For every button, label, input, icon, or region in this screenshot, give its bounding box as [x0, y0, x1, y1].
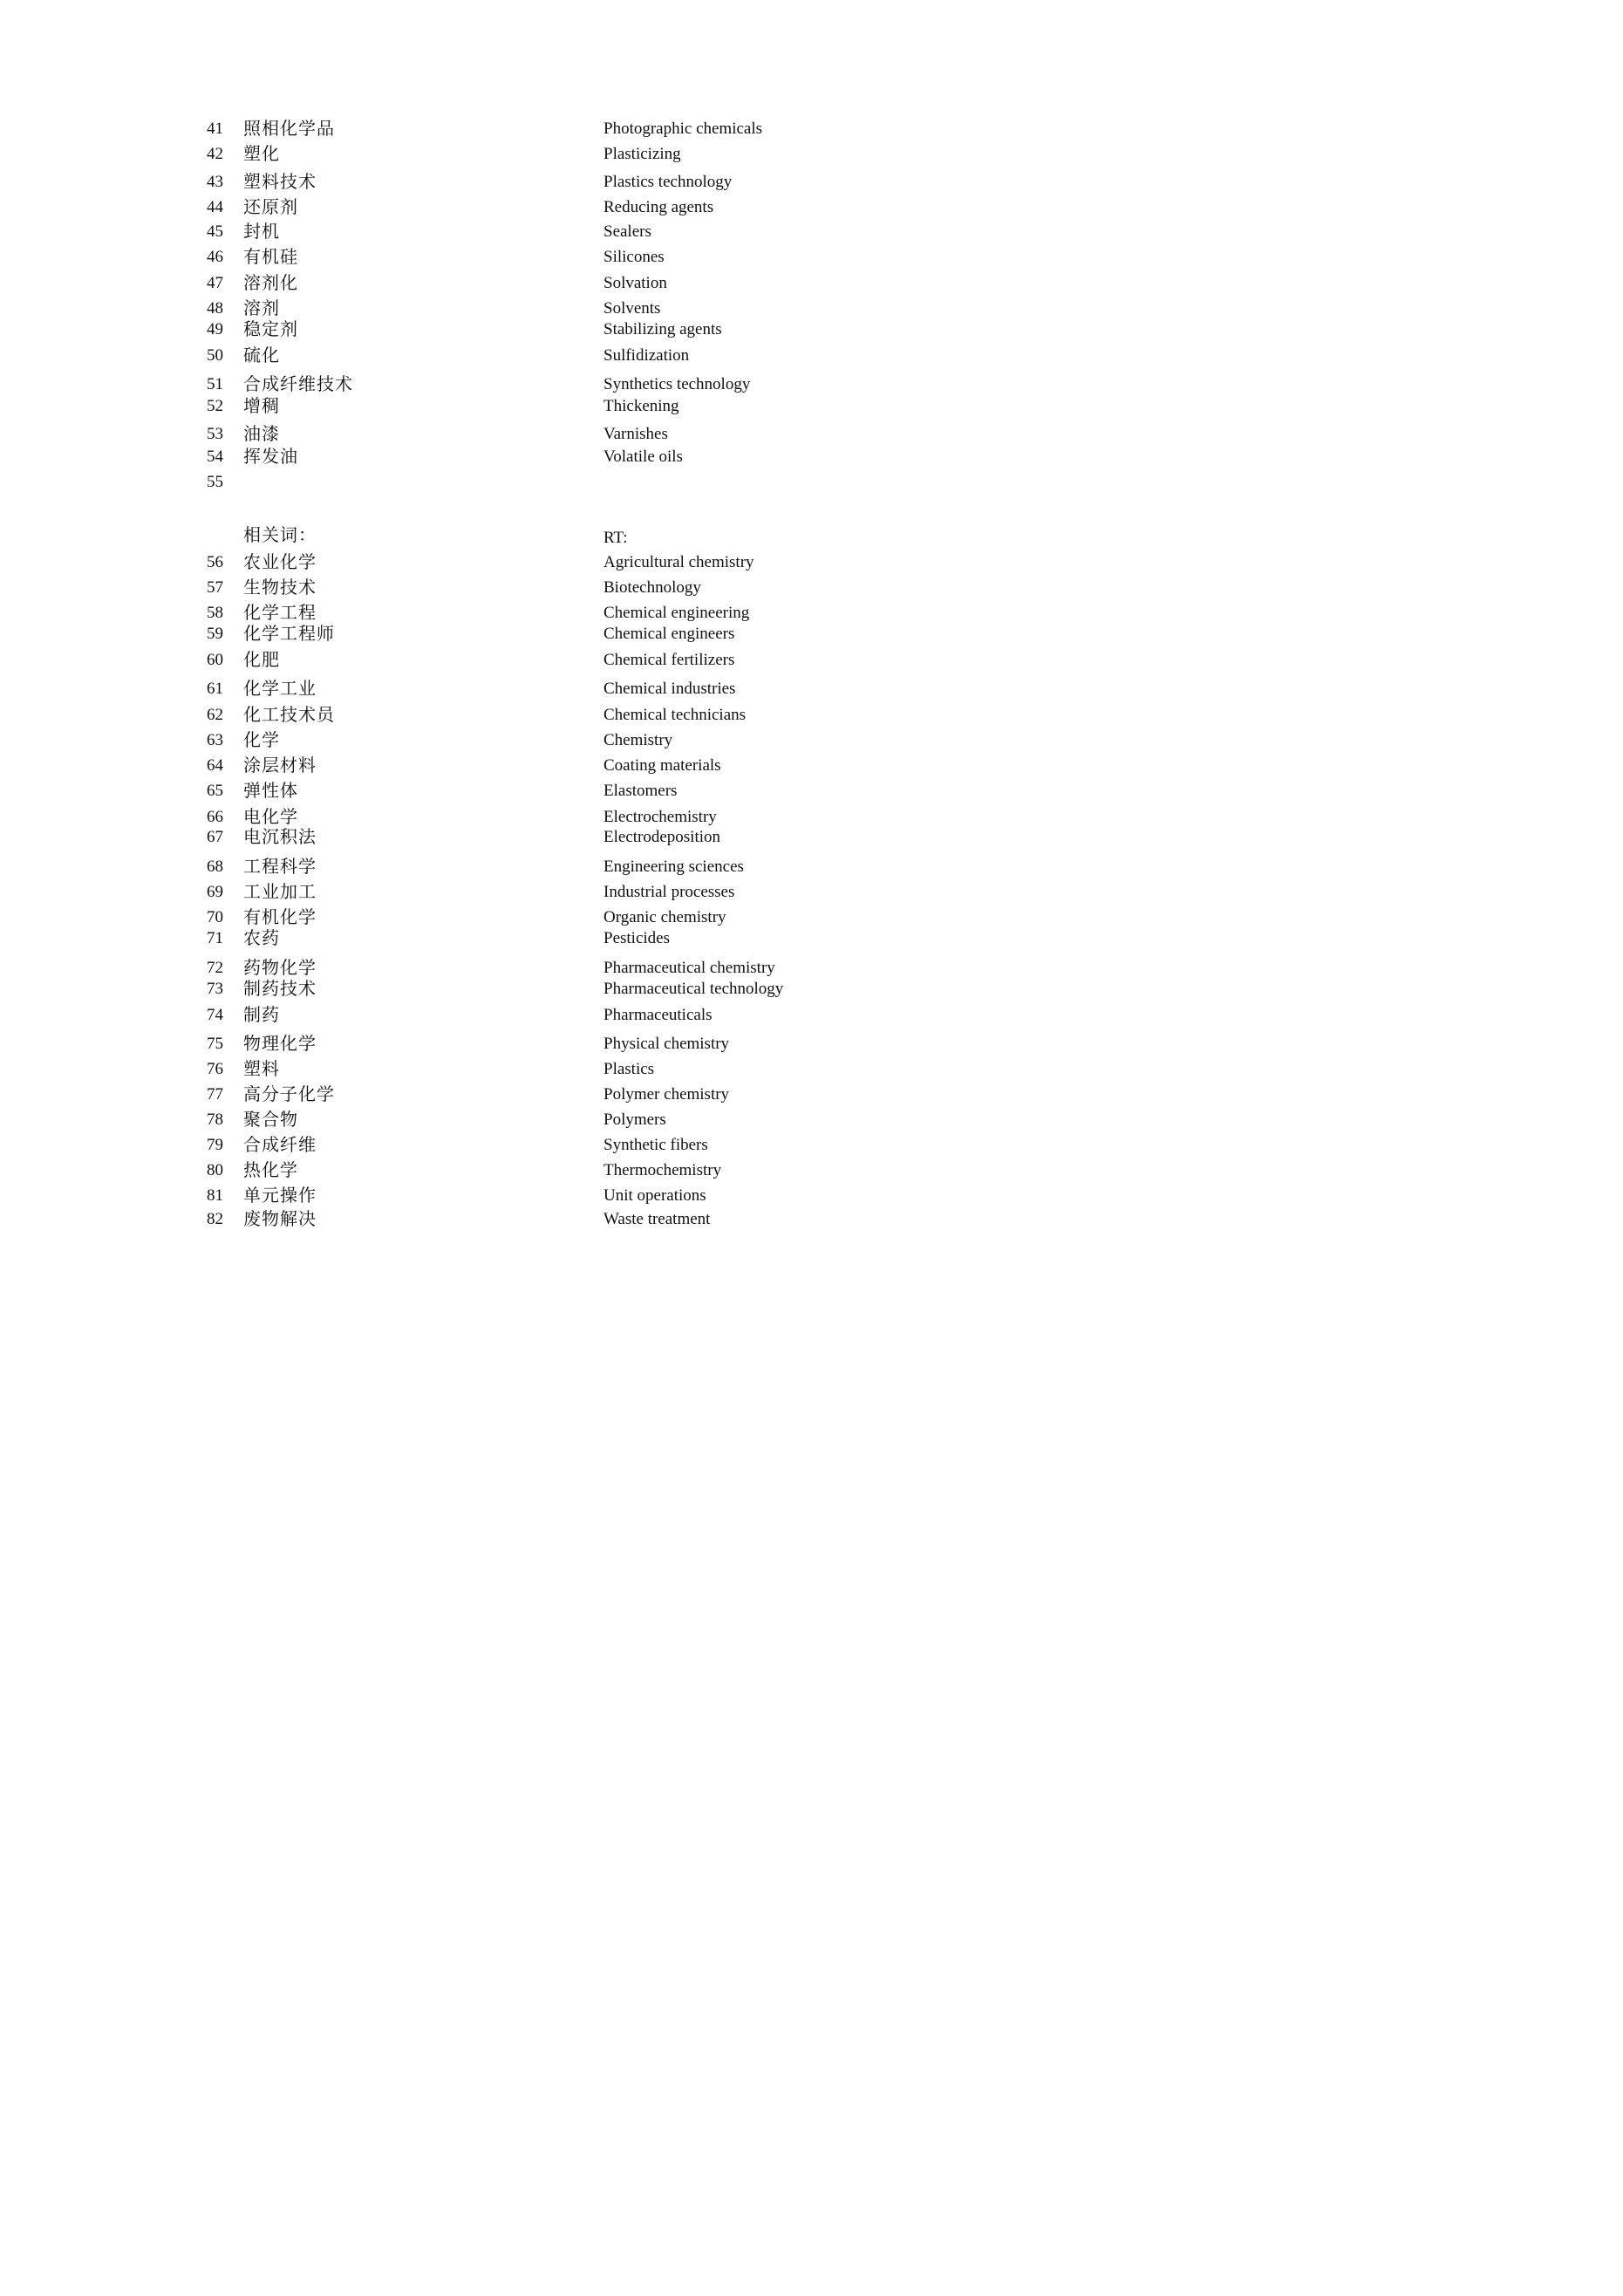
- term-chinese: 废物解决: [243, 1208, 317, 1229]
- term-number: 82: [207, 1210, 223, 1228]
- term-number: 54: [207, 448, 223, 466]
- term-english: Plastics technology: [604, 173, 733, 191]
- term-chinese: 农业化学: [243, 551, 317, 572]
- term-english: Sulfidization: [604, 346, 690, 365]
- term-row: [0, 1005, 965, 1031]
- term-number: 60: [207, 651, 223, 669]
- term-english: Pharmaceutical chemistry: [604, 959, 775, 977]
- term-english: Silicones: [604, 248, 665, 266]
- term-chinese: 溶剂化: [243, 272, 298, 293]
- term-row: [0, 119, 965, 145]
- term-number: 75: [207, 1035, 223, 1053]
- term-number: 45: [207, 222, 223, 241]
- term-number: 71: [207, 929, 223, 947]
- term-number: 48: [207, 299, 223, 318]
- term-english: Chemical engineering: [604, 604, 750, 622]
- term-chinese: 化工技术员: [243, 704, 335, 725]
- term-number: 41: [207, 120, 223, 138]
- term-row: [0, 1084, 965, 1110]
- term-row: [0, 1160, 965, 1186]
- term-number: 63: [207, 731, 223, 749]
- term-row: [0, 144, 965, 170]
- term-number: 47: [207, 274, 223, 292]
- term-chinese: 制药技术: [243, 978, 317, 999]
- term-chinese: 合成纤维: [243, 1134, 317, 1155]
- term-number: 67: [207, 828, 223, 846]
- term-chinese: 油漆: [243, 423, 280, 444]
- term-chinese: 有机化学: [243, 906, 317, 927]
- term-english: Engineering sciences: [604, 858, 744, 876]
- term-number: 70: [207, 908, 223, 926]
- term-number: 42: [207, 145, 223, 163]
- term-english: Chemical fertilizers: [604, 651, 735, 669]
- term-english: Stabilizing agents: [604, 320, 722, 338]
- term-row: [0, 396, 965, 422]
- term-number: 52: [207, 397, 223, 415]
- term-chinese: 塑料技术: [243, 171, 317, 192]
- term-row: [0, 979, 965, 1005]
- term-row: [0, 1059, 965, 1085]
- term-row: [0, 1209, 965, 1235]
- term-english: Thermochemistry: [604, 1161, 722, 1179]
- term-number: 68: [207, 858, 223, 876]
- term-chinese: 合成纤维技术: [243, 373, 353, 394]
- term-number: 59: [207, 625, 223, 643]
- term-chinese: 溶剂: [243, 297, 280, 318]
- term-english: Plasticizing: [604, 145, 681, 163]
- term-chinese: 电化学: [243, 806, 298, 827]
- term-english: Chemistry: [604, 731, 673, 749]
- term-number: 44: [207, 198, 223, 216]
- term-chinese: 挥发油: [243, 446, 298, 467]
- term-number: 69: [207, 883, 223, 901]
- term-number: 66: [207, 808, 223, 826]
- term-number: 53: [207, 425, 223, 443]
- term-chinese: 稳定剂: [243, 318, 298, 339]
- term-english: Electrodeposition: [604, 828, 721, 846]
- term-english: Electrochemistry: [604, 808, 717, 826]
- term-number: 65: [207, 782, 223, 800]
- term-english: Pharmaceutical technology: [604, 980, 784, 998]
- term-row: [0, 247, 965, 273]
- term-chinese: 有机硅: [243, 246, 298, 267]
- term-number: 73: [207, 980, 223, 998]
- document-page: [0, 0, 965, 1366]
- term-chinese: 涂层材料: [243, 755, 317, 776]
- term-english: Unit operations: [604, 1186, 706, 1205]
- term-row: [0, 273, 965, 299]
- term-number: 55: [207, 473, 223, 491]
- term-row: [0, 827, 965, 853]
- term-english: Volatile oils: [604, 448, 683, 466]
- term-number: 46: [207, 248, 223, 266]
- term-chinese: 生物技术: [243, 577, 317, 598]
- term-chinese: 化学工业: [243, 678, 317, 699]
- term-chinese: 增稠: [243, 395, 280, 416]
- term-number: 56: [207, 553, 223, 571]
- term-number: 80: [207, 1161, 223, 1179]
- term-chinese: 封机: [243, 221, 280, 242]
- term-english: Biotechnology: [604, 578, 701, 597]
- term-number: 57: [207, 578, 223, 597]
- term-english: Chemical technicians: [604, 706, 747, 724]
- term-number: 51: [207, 375, 223, 393]
- term-english: Varnishes: [604, 425, 668, 443]
- term-chinese: 物理化学: [243, 1033, 317, 1054]
- term-row: [0, 755, 965, 782]
- term-chinese: 照相化学品: [243, 118, 335, 139]
- term-number: 49: [207, 320, 223, 338]
- term-number: 58: [207, 604, 223, 622]
- term-row: [0, 197, 965, 223]
- term-chinese: 聚合物: [243, 1109, 298, 1130]
- term-english: Plastics: [604, 1060, 655, 1078]
- term-chinese: 工业加工: [243, 881, 317, 902]
- term-chinese: 制药: [243, 1004, 280, 1025]
- term-english: Waste treatment: [604, 1210, 711, 1228]
- term-row: [0, 1135, 965, 1161]
- term-number: 76: [207, 1060, 223, 1078]
- term-row: [0, 781, 965, 807]
- term-chinese: 化学工程: [243, 602, 317, 623]
- term-english: Sealers: [604, 222, 651, 241]
- term-number: 64: [207, 756, 223, 775]
- term-row: [0, 172, 965, 198]
- term-number: 78: [207, 1110, 223, 1129]
- term-row: [0, 928, 965, 954]
- term-english: Coating materials: [604, 756, 721, 775]
- term-number: 77: [207, 1085, 223, 1104]
- term-row: [0, 1186, 965, 1212]
- term-number: 50: [207, 346, 223, 365]
- term-row: [0, 730, 965, 756]
- term-chinese: 工程科学: [243, 856, 317, 877]
- term-chinese: 单元操作: [243, 1185, 317, 1206]
- term-english: Chemical engineers: [604, 625, 735, 643]
- term-english: Organic chemistry: [604, 908, 726, 926]
- term-english: Industrial processes: [604, 883, 735, 901]
- term-english: Photographic chemicals: [604, 120, 763, 138]
- term-english: Reducing agents: [604, 198, 714, 216]
- term-row: [0, 319, 965, 345]
- term-chinese: 塑化: [243, 143, 280, 164]
- related-terms-heading-chinese: 相关词：: [243, 524, 317, 545]
- term-english: Solvation: [604, 274, 667, 292]
- term-number: 43: [207, 173, 223, 191]
- term-chinese: 化学: [243, 729, 280, 750]
- related-terms-heading: [0, 525, 965, 551]
- term-row: [0, 1034, 965, 1060]
- term-english: Solvents: [604, 299, 661, 318]
- term-english: Polymers: [604, 1110, 666, 1129]
- term-english: Pharmaceuticals: [604, 1006, 713, 1024]
- term-english: Synthetic fibers: [604, 1136, 708, 1154]
- term-row: [0, 447, 965, 473]
- term-row: [0, 882, 965, 908]
- term-number: 72: [207, 959, 223, 977]
- term-row: [0, 624, 965, 650]
- term-row: [0, 345, 965, 372]
- term-row: [0, 1110, 965, 1136]
- term-chinese: 电沉积法: [243, 826, 317, 847]
- term-number: 81: [207, 1186, 223, 1205]
- term-english: Physical chemistry: [604, 1035, 730, 1053]
- term-chinese: 还原剂: [243, 196, 298, 217]
- term-number: 62: [207, 706, 223, 724]
- term-number: 61: [207, 680, 223, 698]
- term-number: 74: [207, 1006, 223, 1024]
- term-chinese: 化肥: [243, 649, 280, 670]
- term-english: Synthetics technology: [604, 375, 751, 393]
- term-row: [0, 552, 965, 578]
- term-row: [0, 857, 965, 883]
- term-english: Pesticides: [604, 929, 670, 947]
- term-chinese: 热化学: [243, 1159, 298, 1180]
- term-english: Agricultural chemistry: [604, 553, 754, 571]
- term-chinese: 塑料: [243, 1058, 280, 1079]
- term-chinese: 高分子化学: [243, 1083, 335, 1104]
- term-english: Polymer chemistry: [604, 1085, 730, 1104]
- term-chinese: 化学工程师: [243, 623, 335, 644]
- related-terms-heading-english: RT:: [604, 529, 628, 547]
- term-english: Chemical industries: [604, 680, 736, 698]
- term-number: 79: [207, 1136, 223, 1154]
- term-row: [0, 222, 965, 248]
- term-row: [0, 679, 965, 705]
- term-row: [0, 650, 965, 676]
- term-english: Elastomers: [604, 782, 678, 800]
- term-english: Thickening: [604, 397, 679, 415]
- term-row: [0, 705, 965, 731]
- term-row: [0, 472, 965, 498]
- term-row: [0, 577, 965, 604]
- term-chinese: 农药: [243, 927, 280, 948]
- term-chinese: 硫化: [243, 345, 280, 366]
- term-chinese: 弹性体: [243, 780, 298, 801]
- term-chinese: 药物化学: [243, 957, 317, 978]
